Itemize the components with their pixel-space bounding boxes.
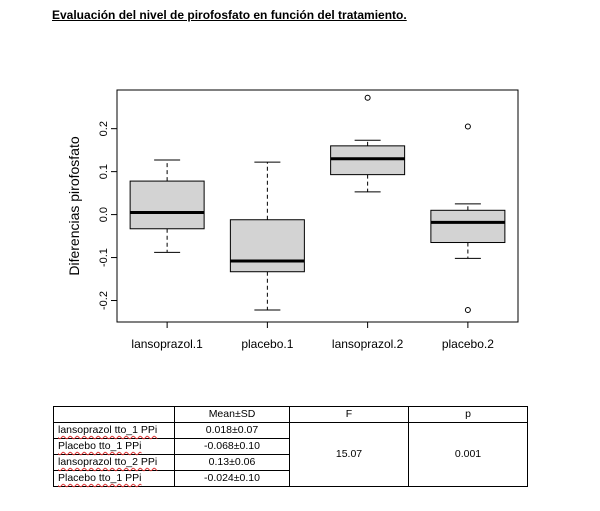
f-value: 15.07 [290,423,409,487]
row-mean: -0.068±0.10 [175,439,290,455]
box [431,210,505,242]
outlier-point [365,95,370,100]
x-tick-label: placebo.1 [241,337,294,351]
document-title: Evaluación del nivel de pirofosfato en función del tratamiento. [52,8,407,22]
table-header-row [54,407,528,423]
row-mean: 0.13±0.06 [175,455,290,471]
x-tick-label: lansoprazol.1 [131,337,203,351]
box [230,220,304,272]
row-label: Placebo tto_1 PPi [54,439,175,455]
row-label: lansoprazol tto_1 PPi [54,423,175,439]
table-row [54,423,528,439]
table-header-f: F [290,407,409,423]
row-label: lansoprazol tto_2 PPi [54,455,175,471]
row-mean: -0.024±0.10 [175,471,290,487]
table-header-label [54,407,175,423]
y-tick-label: 0.0 [98,206,110,223]
y-tick-label: -0.2 [98,291,110,311]
box [331,146,405,175]
row-mean: 0.018±0.07 [175,423,290,439]
box [130,181,204,229]
results-table [53,406,528,487]
table-header-p: p [409,407,528,423]
p-value: 0.001 [409,423,528,487]
y-tick-label: 0.2 [98,121,110,137]
x-tick-label: lansoprazol.2 [331,337,404,351]
row-label: Placebo tto_1 PPi [54,471,175,487]
x-tick-label: placebo.2 [441,337,494,351]
y-tick-label: 0.1 [98,163,110,180]
table-header-mean: Mean±SD [175,407,290,423]
outlier-point [465,124,470,129]
y-axis-title: Diferencias pirofosfato [66,136,82,276]
outlier-point [465,307,470,312]
y-tick-label: -0.1 [98,248,110,268]
